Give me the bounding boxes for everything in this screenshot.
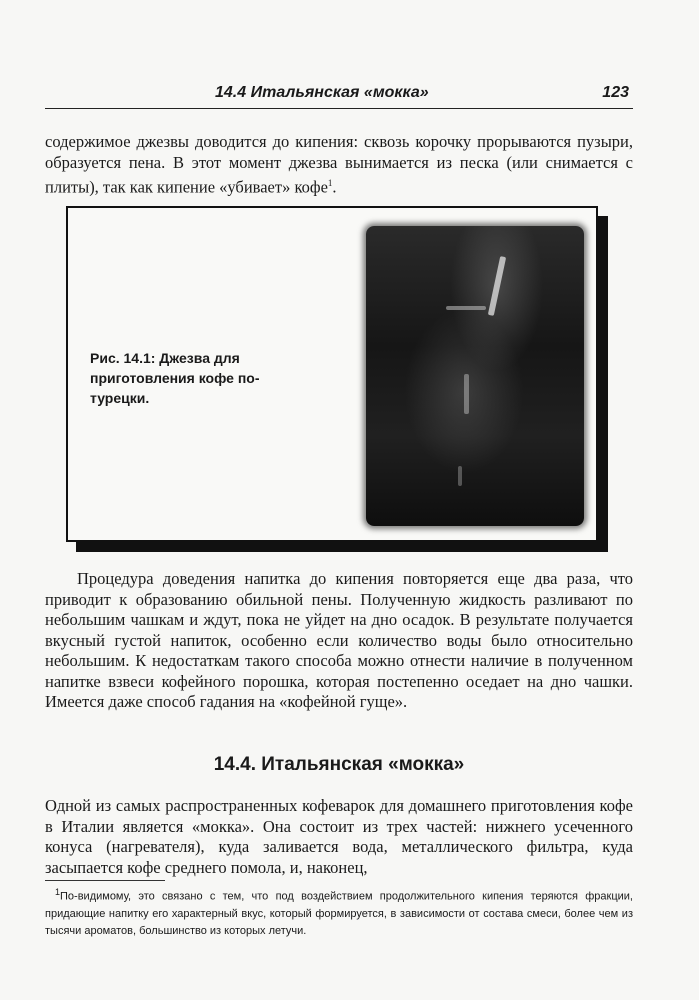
footnote-reference: 1 xyxy=(327,178,333,188)
paragraph-procedure: Процедура доведения напитка до кипения повторяется еще два раза, что приводит к образованию обильной пены. Полученную жидкость разливают по небольшим чашкам и ждут, пока не уйдет на дно осадок. В результате получается вкусный густой напиток, особенно если количество воды было относительно небольшим. К недостаткам такого способа можно отнести наличие в полученном напитке взвеси кофейного порошка, которая постепенно оседает на дно чашки. Имеется даже способ гадания на «кофейной гуще». xyxy=(45,569,633,711)
footnote-text: По-видимому, это связано с тем, что под воздействием продолжительного кипения теряются фракции, придающие напитку его характерный вкус, который формируется, в зависимости от состава смеси, более чем из тысячи ароматов, большинство из которых летучи. xyxy=(45,890,633,937)
figure-photo-cezve xyxy=(366,226,584,526)
photo-highlight xyxy=(458,466,462,486)
photo-highlight xyxy=(464,374,469,414)
page-number: 123 xyxy=(602,84,629,101)
page-header xyxy=(45,84,633,109)
footnote-mark: 1 xyxy=(55,887,61,897)
paragraph-intro-text: содержимое джезвы доводится до кипения: сквозь корочку прорываются пузыри, образуется пена. В этот момент джезва вынимается из песка (или снимается с плиты), так как кипение «убивает» кофе xyxy=(45,132,633,197)
photo-highlight xyxy=(446,306,486,310)
section-heading: 14.4. Итальянская «мокка» xyxy=(213,754,465,775)
paragraph-mokka: Одной из самых распространенных кофеварок для домашнего приготовления кофе в Италии является «мокка». Она состоит из трех частей: нижнего усеченного конуса (нагревателя), куда заливается вода, металлического фильтра, куда засыпается кофе среднего помола, и, наконец, xyxy=(45,796,633,877)
footnote xyxy=(45,884,633,940)
running-title: 14.4 Итальянская «мокка» xyxy=(215,84,429,101)
photo-highlight xyxy=(488,256,506,316)
figure-caption: Рис. 14.1: Джезва для приготовления кофе по-турецки. xyxy=(90,350,260,406)
footnote-divider xyxy=(45,880,165,881)
figure-14-1 xyxy=(66,206,598,542)
paragraph-intro: содержимое джезвы доводится до кипения: сквозь корочку прорываются пузыри, образуется пена. В этот момент джезва вынимается из песка (или снимается с плиты), так как кипение «убивает» кофе$^1$. xyxy=(45,132,633,197)
